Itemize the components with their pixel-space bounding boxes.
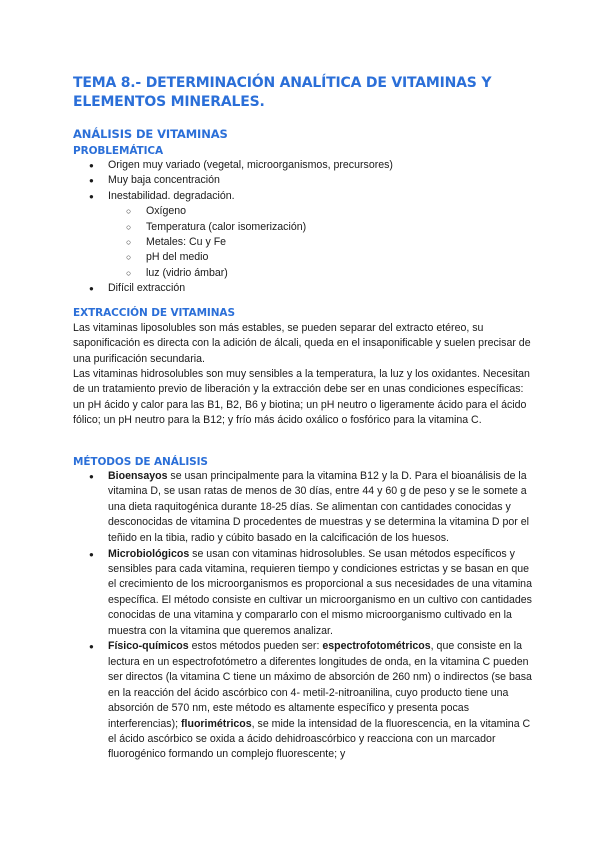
subheading-problematica: PROBLEMÁTICA (73, 145, 164, 157)
problematica-list (73, 158, 533, 297)
list-item: ● Origen muy variado (vegetal, microorganismos, precursores) (73, 158, 533, 173)
section-heading-extraccion: EXTRACCIÓN DE VITAMINAS (73, 307, 235, 319)
text-fisico-quimicos-1: estos métodos pueden ser: (188, 640, 323, 653)
term-fisico-quimicos: Físico-químicos (108, 640, 189, 653)
sublist-item: ○ Temperatura (calor isomerización) (108, 220, 533, 235)
section-heading-metodos: MÉTODOS DE ANÁLISIS (73, 456, 208, 468)
list-item (73, 189, 533, 281)
list-item-bioensayos (73, 469, 533, 546)
document-title: TEMA 8.- DETERMINACIÓN ANALÍTICA DE VITAMINAS Y ELEMENTOS MINERALES. (73, 75, 492, 110)
list-item-microbiologicos (73, 547, 533, 639)
term-microbiologicos: Microbiológicos (108, 547, 190, 560)
term-bioensayos: Bioensayos (108, 470, 168, 482)
text-fisico-quimicos-2: , que consiste en la lectura en un espectrofotómetro a diferentes longitudes de onda, en la vitamina C pueden ser directos (la vitamina C tiene un máximo de absorción de 260 nm) o indirectos (se basa en la reacción del ácido ascórbico con 4- metil-2-nitroanilina, cuyo producto tiene una absorción de 570 nm, este método es altamente específico y presenta pocas interferencias); (108, 640, 532, 730)
text-bioensayos: se usan principalmente para la vitamina B12 y la D. Para el bioanálisis de la vitamina D, se usan ratas de menos de 30 días, entre 44 y 60 g de peso y se le somete a una dieta raquitogénica durante 18-25 días. Se alimentan con cantidades conocidas y desconocidas de vitamina D procedentes de muestras y se determina la vitamina D por el teñido en la tibia, radio y cúbito basado en la calcificación de los huesos. (108, 470, 530, 544)
sublist-item: ○ luz (vidrio ámbar) (108, 266, 533, 281)
metodos-list (73, 469, 533, 763)
section-heading-analisis: ANÁLISIS DE VITAMINAS (73, 127, 228, 141)
sublist-item: ○ pH del medio (108, 250, 533, 265)
degradation-sublist (108, 204, 533, 281)
sublist-item: ○ Metales: Cu y Fe (108, 235, 533, 250)
list-item-text: Inestabilidad. degradación. (108, 189, 235, 202)
list-item-fisico-quimicos (73, 639, 533, 762)
term-fluorimetricos: fluorimétricos (181, 717, 252, 730)
sublist-item: ○ Oxígeno (108, 204, 533, 219)
text-fisico-quimicos-3: , se mide la intensidad de la fluorescencia, en la vitamina C el ácido ascórbico se oxida a ácido dehidroascórbico y reacciona con un marcador fluorogénico formando un complejo fluorescente; y (108, 717, 531, 761)
paragraph-hidrosolubles: Las vitaminas hidrosolubles son muy sensibles a la temperatura, la luz y los oxidantes. Necesitan de un tratamiento previo de liberación y la extracción debe ser en unas condiciones específicas: un pH ácido y calor para las B1, B2, B6 y biotina; un pH neutro o ligeramente ácido para el ácido fólico; un pH neutro para la B12; y frío más ácido oxálico o fosfórico para la vitamina C. (73, 368, 530, 427)
list-item: ● Muy baja concentración (73, 173, 533, 188)
list-item: ● Difícil extracción (73, 281, 533, 296)
paragraph-liposolubles: Las vitaminas liposolubles son más estables, se pueden separar del extracto etéreo, su saponificación es directa con la adición de álcali, queda en el insaponificable y suelen precisar de una purificación secundaria. (73, 322, 531, 365)
term-espectrofotometricos: espectrofotométricos (322, 640, 431, 653)
text-microbiologicos: se usan con vitaminas hidrosolubles. Se usan métodos específicos y sensibles para cada vitamina, requieren tiempo y condiciones estrictas y se basan en que el crecimiento de los microorganismos es proporcional a sus necesidades de una vitamina específica. El método consiste en cultivar un microorganismo en un cultivo con cantidades conocidas de una vitamina y compararlo con el mismo microorganismo cultivado en la muestra con la vitamina que queremos analizar. (108, 547, 532, 637)
